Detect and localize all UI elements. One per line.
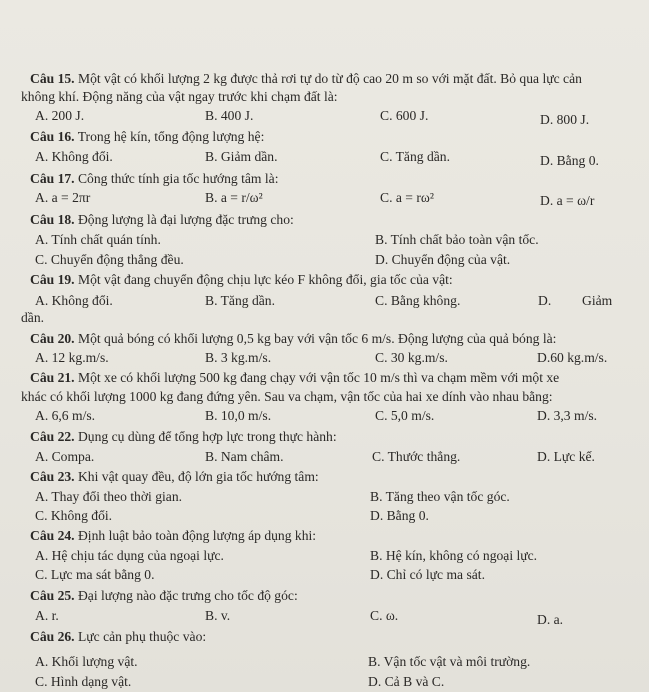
q20-option-c: C. 30 kg.m/s.: [375, 350, 448, 365]
q15-stem-cont: không khí. Động năng của vật ngay trước khi chạm đất là:: [21, 89, 338, 104]
q24-options-row-1: [0, 546, 649, 566]
q22-option-d: D. Lực kế.: [537, 449, 595, 464]
q15-option-b: B. 400 J.: [205, 108, 254, 123]
q17-stem-line: [0, 169, 649, 189]
q24-options-row-2: [0, 565, 649, 585]
q22-option-a: A. Compa.: [35, 449, 95, 464]
q15-options: [0, 106, 649, 126]
q18-options-row-2: [0, 250, 649, 270]
q17-option-d: D. a = ω/r: [540, 193, 595, 208]
q23-option-d: D. Bằng 0.: [370, 508, 429, 523]
q24-number: Câu 24.: [30, 528, 75, 543]
q19-option-d-text: Giảm: [582, 293, 613, 308]
q18-options-row-1: [0, 230, 649, 250]
q17-option-c: C. a = rω²: [380, 190, 434, 205]
q19-option-c: C. Bằng không.: [375, 293, 461, 308]
q23-options-row-1: [0, 487, 649, 507]
q18-stem-line: [0, 210, 649, 230]
q22-option-b: B. Nam châm.: [205, 449, 284, 464]
q23-option-c: C. Không đổi.: [35, 508, 113, 523]
q18-stem: Động lượng là đại lượng đặc trưng cho:: [77, 212, 294, 227]
q16-option-d: D. Bằng 0.: [540, 153, 599, 168]
q26-stem-line: [0, 627, 649, 647]
q20-stem: Một quả bóng có khối lượng 0,5 kg bay với vận tốc 6 m/s. Động lượng của quả bóng là:: [77, 331, 557, 346]
q15-option-c: C. 600 J.: [380, 108, 429, 123]
q25-option-c: C. ω.: [370, 608, 399, 623]
q26-option-c: C. Hình dạng vật.: [35, 674, 132, 689]
q19-stem-line: [0, 270, 649, 290]
q19-number: Câu 19.: [30, 272, 75, 287]
q26-number: Câu 26.: [30, 629, 75, 644]
q25-stem: Đại lượng nào đặc trưng cho tốc độ góc:: [77, 588, 298, 603]
q21-stem: Một xe có khối lượng 500 kg đang chạy với vận tốc 10 m/s thì va chạm mềm với một xe: [77, 370, 560, 385]
q20-stem-line: [0, 329, 649, 349]
q21-stem-line-2: [0, 387, 649, 407]
q23-number: Câu 23.: [30, 469, 75, 484]
q20-option-b: B. 3 kg.m/s.: [205, 350, 272, 365]
q26-options-row-2: [0, 672, 649, 692]
q24-option-a: A. Hệ chịu tác dụng của ngoại lực.: [35, 548, 224, 563]
q19-option-d-label: D.: [538, 293, 552, 308]
q21-option-a: A. 6,6 m/s.: [35, 408, 96, 423]
q16-option-b: B. Giảm dần.: [205, 149, 278, 164]
q16-stem-line: [0, 127, 649, 147]
q19-option-b: B. Tăng dần.: [205, 293, 275, 308]
q21-stem-cont: khác có khối lượng 1000 kg đang đứng yên. Sau va chạm, vận tốc của hai xe dính vào nhau bằng:: [21, 389, 553, 404]
q15-number: Câu 15.: [30, 71, 75, 86]
q19-stem: Một vật đang chuyển động chịu lực kéo F không đổi, gia tốc của vật:: [77, 272, 453, 287]
q21-option-d: D. 3,3 m/s.: [537, 408, 598, 423]
q23-options-row-2: [0, 506, 649, 526]
q18-option-a: A. Tính chất quán tính.: [35, 232, 161, 247]
q17-option-a: A. a = 2πr: [35, 190, 91, 205]
q17-options: [0, 188, 649, 208]
q24-option-b: B. Hệ kín, không có ngoại lực.: [370, 548, 538, 563]
q20-option-d: D.60 kg.m/s.: [537, 350, 608, 365]
q17-number: Câu 17.: [30, 171, 75, 186]
q26-option-b: B. Vận tốc vật và môi trường.: [368, 654, 531, 669]
q19-option-a: A. Không đổi.: [35, 293, 113, 308]
q15-option-d: D. 800 J.: [540, 112, 590, 127]
q15-stem: Một vật có khối lượng 2 kg được thả rơi tự do từ độ cao 20 m so với mặt đất. Bỏ qua lực cản: [77, 71, 582, 86]
q22-number: Câu 22.: [30, 429, 75, 444]
q25-stem-line: [0, 586, 649, 606]
q25-number: Câu 25.: [30, 588, 75, 603]
q18-number: Câu 18.: [30, 212, 75, 227]
q23-stem-line: [0, 467, 649, 487]
q20-number: Câu 20.: [30, 331, 75, 346]
q17-stem: Công thức tính gia tốc hướng tâm là:: [77, 171, 279, 186]
q17-option-b: B. a = r/ω²: [205, 190, 263, 205]
q24-option-c: C. Lực ma sát bằng 0.: [35, 567, 155, 582]
q21-option-c: C. 5,0 m/s.: [375, 408, 435, 423]
q18-option-b: B. Tính chất bảo toàn vận tốc.: [375, 232, 539, 247]
q25-option-d: D. a.: [537, 612, 564, 627]
q22-stem-line: [0, 427, 649, 447]
q21-option-b: B. 10,0 m/s.: [205, 408, 272, 423]
q24-stem-line: [0, 526, 649, 546]
q22-options: [0, 447, 649, 467]
q23-option-a: A. Thay đổi theo thời gian.: [35, 489, 183, 504]
q22-option-c: C. Thước thẳng.: [372, 449, 461, 464]
q18-option-d: D. Chuyển động của vật.: [375, 252, 511, 267]
q26-options-row-1: [0, 652, 649, 672]
q19-option-d-cont: dần.: [21, 310, 45, 325]
q20-option-a: A. 12 kg.m/s.: [35, 350, 109, 365]
q26-option-d: D. Cả B và C.: [368, 674, 445, 689]
q25-option-b: B. v.: [205, 608, 231, 623]
q26-option-a: A. Khối lượng vật.: [35, 654, 138, 669]
q16-options: [0, 147, 649, 167]
q25-option-a: A. r.: [35, 608, 59, 623]
q25-options: [0, 606, 649, 626]
q18-option-c: C. Chuyển động thẳng đều.: [35, 252, 184, 267]
q15-stem-line-1: [0, 69, 649, 89]
q21-options: [0, 406, 649, 426]
q22-stem: Dụng cụ dùng để tổng hợp lực trong thực hành:: [77, 429, 337, 444]
q16-stem: Trong hệ kín, tổng động lượng hệ:: [77, 129, 265, 144]
q21-number: Câu 21.: [30, 370, 75, 385]
q15-option-a: A. 200 J.: [35, 108, 85, 123]
q26-stem: Lực cản phụ thuộc vào:: [77, 629, 207, 644]
q16-number: Câu 16.: [30, 129, 75, 144]
q16-option-c: C. Tăng dần.: [380, 149, 450, 164]
q24-option-d: D. Chỉ có lực ma sát.: [370, 567, 485, 582]
q20-options: [0, 348, 649, 368]
q19-options-cont: [0, 308, 649, 328]
q23-option-b: B. Tăng theo vận tốc góc.: [370, 489, 510, 504]
q16-option-a: A. Không đổi.: [35, 149, 113, 164]
q23-stem: Khi vật quay đều, độ lớn gia tốc hướng tâm:: [77, 469, 319, 484]
q24-stem: Định luật bảo toàn động lượng áp dụng khi:: [77, 528, 317, 543]
q21-stem-line-1: [0, 368, 649, 388]
q15-stem-line-2: [0, 87, 649, 107]
